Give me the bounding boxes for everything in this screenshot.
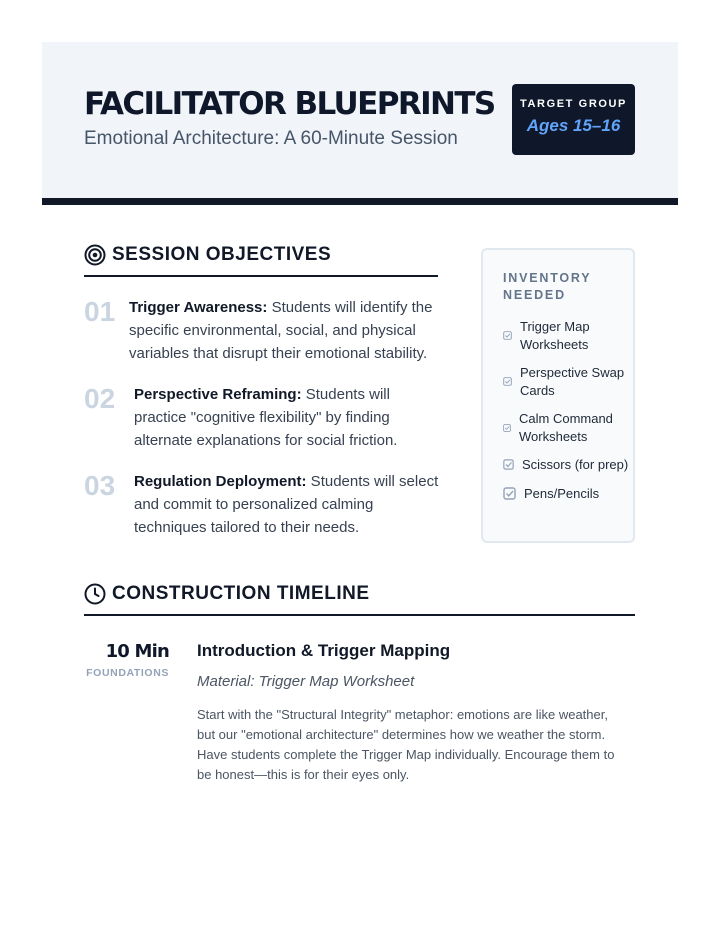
badge-label: TARGET GROUP <box>520 98 627 110</box>
checkbox-icon <box>503 424 511 432</box>
header-banner <box>42 42 678 205</box>
objective-label: Regulation Deployment: <box>134 473 307 490</box>
objective-label: Perspective Reframing: <box>134 386 302 403</box>
target-group-badge <box>512 84 635 155</box>
inventory-label: Calm Command Worksheets <box>519 411 613 444</box>
inventory-label: Perspective Swap Cards <box>520 365 625 398</box>
target-icon <box>84 244 106 266</box>
objectives-list <box>84 296 444 557</box>
timeline-entry-body <box>197 641 629 785</box>
inventory-panel <box>481 248 635 543</box>
timeline-phase: FOUNDATIONS <box>86 667 169 679</box>
inventory-item <box>503 318 633 353</box>
checkbox-icon <box>503 487 516 500</box>
objective-description: Students will practice "cognitive flexibility" by finding alternate explanations for social friction. <box>134 386 398 449</box>
inventory-label: Pens/Pencils <box>524 485 600 501</box>
inventory-item <box>503 364 633 399</box>
badge-value: Ages 15–16 <box>526 116 621 135</box>
inventory-item <box>503 456 633 474</box>
timeline-title: CONSTRUCTION TIMELINE <box>112 583 370 604</box>
objective-number: 03 <box>84 470 116 501</box>
objective-item <box>84 296 444 365</box>
timeline-entry-material: Material: Trigger Map Worksheet <box>197 673 415 690</box>
objectives-heading <box>84 244 438 277</box>
inventory-item <box>503 410 633 445</box>
checkbox-icon <box>503 331 512 340</box>
objective-item <box>84 470 444 539</box>
objective-text <box>134 470 444 539</box>
inventory-title: INVENTORY NEEDED <box>503 271 592 302</box>
checkbox-icon <box>503 459 514 470</box>
timeline-entry-title: Introduction & Trigger Mapping <box>197 641 451 660</box>
objective-text <box>129 296 444 365</box>
objective-description: Students will identify the specific environmental, social, and physical variables that disrupt their emotional stability. <box>129 299 433 362</box>
checkbox-icon <box>503 377 512 386</box>
page-subtitle: Emotional Architecture: A 60-Minute Session <box>84 128 458 149</box>
objective-label: Trigger Awareness: <box>129 299 268 316</box>
inventory-label: Trigger Map Worksheets <box>520 319 590 352</box>
objective-description: Students will select and commit to personalized calming techniques tailored to their needs. <box>134 473 439 536</box>
timeline-duration: 10 Min <box>105 641 169 662</box>
objective-number: 01 <box>84 296 116 327</box>
objective-text <box>134 383 444 452</box>
objectives-title: SESSION OBJECTIVES <box>112 244 332 265</box>
objective-item <box>84 383 444 452</box>
clock-icon <box>84 583 106 605</box>
page-title: FACILITATOR BLUEPRINTS <box>84 86 495 122</box>
inventory-label: Scissors (for prep) <box>522 457 629 472</box>
timeline-entry-meta <box>84 641 169 679</box>
timeline-entry-description: Start with the "Structural Integrity" metaphor: emotions are like weather, but our "emotional architecture" determines how we weather the storm. Have students complete the Trigger Map individually. Encourage them to be honest—this is for their eyes only. <box>197 707 615 782</box>
objective-number: 02 <box>84 383 116 414</box>
inventory-item <box>503 485 633 503</box>
timeline-heading <box>84 583 635 616</box>
